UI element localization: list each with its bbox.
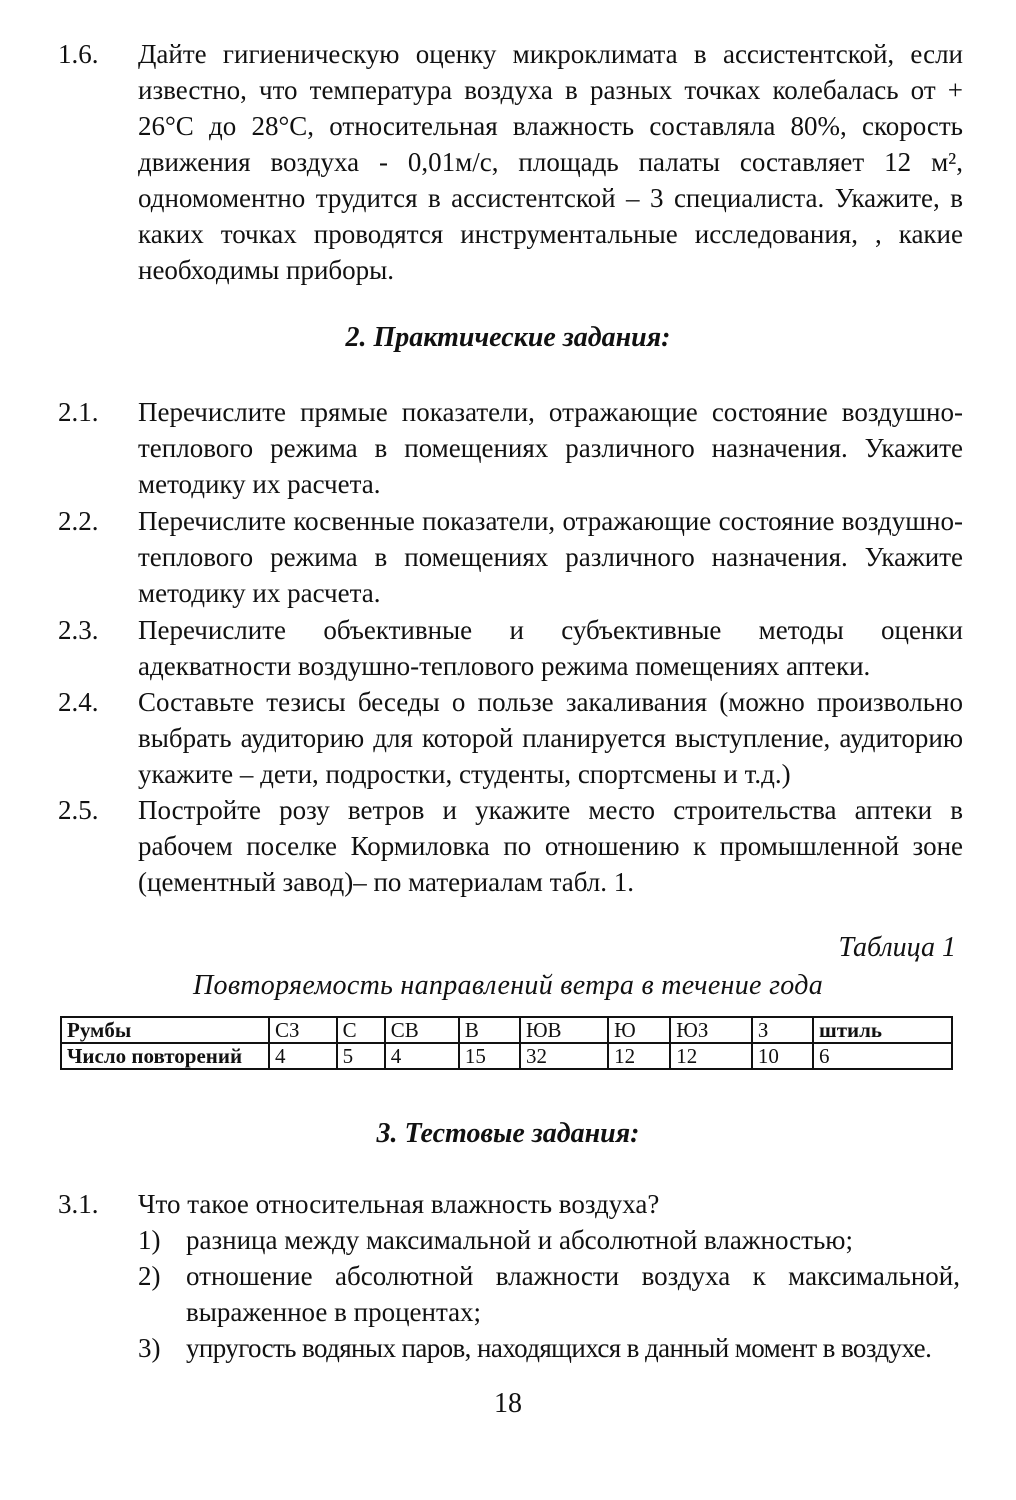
table-cell: СВ (385, 1017, 459, 1043)
table-cell: ЮВ (520, 1017, 608, 1043)
task-text: Постройте розу ветров и укажите место строительства аптеки в рабочем поселке Кормиловка по отношению к промышленной зоне (цементный завод)– по материалам табл. 1. (138, 795, 963, 897)
table-cell: 5 (337, 1043, 385, 1069)
task-text: Перечислите косвенные показатели, отражающие состояние воздушно-теплового режима в помещениях различного назначения. Укажите методику их расчета. (138, 506, 963, 608)
table-row-header: Число повторений (61, 1043, 269, 1069)
table-cell: СЗ (269, 1017, 337, 1043)
section-2-heading: 2. Практические задания: (345, 322, 671, 353)
answer-list (138, 1222, 960, 1366)
table-cell: штиль (813, 1017, 952, 1043)
question-text: Что такое относительная влажность воздуха? (138, 1189, 660, 1219)
table-cell: 4 (385, 1043, 459, 1069)
task-number: 2.1. (58, 397, 99, 427)
task-text: Составьте тезисы беседы о пользе закаливания (можно произвольно выбрать аудиторию для которой планируется выступление, аудиторию укажите – дети, подростки, студенты, спортсмены и т.д.) (138, 687, 963, 789)
task-2-4 (58, 684, 963, 792)
table-cell: Ю (608, 1017, 670, 1043)
task-2-1 (58, 394, 963, 502)
table-cell: 32 (520, 1043, 608, 1069)
table-title: Повторяемость направлений ветра в течение года (193, 970, 823, 1001)
table-row (61, 1043, 952, 1069)
answer-number: 2) (138, 1261, 161, 1291)
task-2-3 (58, 612, 963, 684)
answer-option (138, 1258, 960, 1330)
question-number: 3.1. (58, 1189, 99, 1219)
task-1-6 (58, 36, 963, 288)
table-cell: 6 (813, 1043, 952, 1069)
answer-text: отношение абсолютной влажности воздуха к максимальной, выраженное в процентах; (186, 1261, 960, 1327)
section-3-heading: 3. Тестовые задания: (376, 1118, 640, 1149)
task-text: Перечислите прямые показатели, отражающие состояние воздушно-теплового режима в помещениях различного назначения. Укажите методику их расчета. (138, 397, 963, 499)
table-caption: Таблица 1 (838, 932, 956, 963)
table-row-header: Румбы (61, 1017, 269, 1043)
wind-frequency-table (60, 1016, 953, 1070)
task-2-5 (58, 792, 963, 900)
table-row (61, 1017, 952, 1043)
table-cell: В (459, 1017, 520, 1043)
task-number: 2.4. (58, 687, 99, 717)
task-number: 2.5. (58, 795, 99, 825)
task-text: Перечислите объективные и субъективные методы оценки адекватности воздушно-теплового режима помещениях аптеки. (138, 615, 963, 681)
answer-text: упругость водяных паров, находящихся в данный момент в воздухе. (186, 1333, 932, 1363)
task-2-2 (58, 503, 963, 611)
table-cell: ЮЗ (670, 1017, 752, 1043)
answer-number: 3) (138, 1333, 161, 1363)
answer-option (138, 1330, 960, 1366)
task-number: 1.6. (58, 39, 99, 69)
table-cell: 12 (608, 1043, 670, 1069)
answer-number: 1) (138, 1225, 161, 1255)
table-cell: 10 (752, 1043, 813, 1069)
task-number: 2.2. (58, 506, 99, 536)
task-text: Дайте гигиеническую оценку микроклимата в ассистентской, если известно, что температура воздуха в разных точках колебалась от + 26°С до 28°С, относительная влажность составляла 80%, скорость движения воздуха - 0,01м/с, площадь палаты составляет 12 м², одномоментно трудится в ассистентской – 3 специалиста. Укажите, в каких точках проводятся инструментальные исследования, , какие необходимы приборы. (138, 39, 963, 285)
table-cell: 15 (459, 1043, 520, 1069)
table-cell: 12 (670, 1043, 752, 1069)
task-number: 2.3. (58, 615, 99, 645)
table-cell: С (337, 1017, 385, 1043)
answer-text: разница между максимальной и абсолютной влажностью; (186, 1225, 853, 1255)
answer-option (138, 1222, 960, 1258)
table-cell: З (752, 1017, 813, 1043)
question-3-1 (58, 1186, 963, 1222)
page-number: 18 (494, 1388, 522, 1419)
table-cell: 4 (269, 1043, 337, 1069)
